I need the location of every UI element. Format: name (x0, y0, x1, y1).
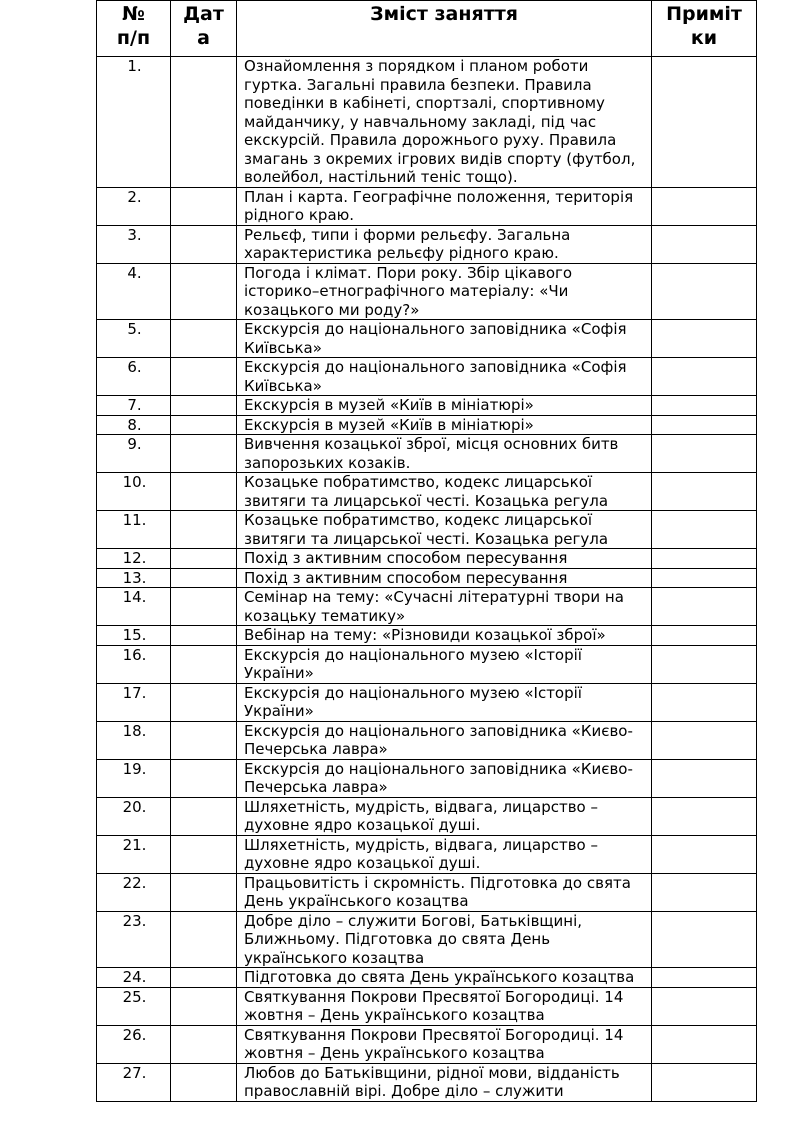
row-content: Похід з активним способом пересування (244, 568, 568, 587)
table-row (97, 473, 757, 511)
row-number-cell (97, 797, 171, 835)
table-row (97, 1025, 757, 1063)
row-content: Святкування Покрови Пресвятої Богородиці. 14 жовтня – День українського козацтва (244, 987, 624, 1024)
row-content: Святкування Покрови Пресвятої Богородиці. 14 жовтня – День українського козацтва (244, 1025, 624, 1062)
row-content: Підготовка до свята День українського козацтва (244, 968, 635, 986)
row-content-cell (237, 626, 652, 646)
table-row (97, 320, 757, 358)
row-date-cell (171, 1063, 237, 1101)
row-content: Екскурсія до національного заповідника «Києво-Печерська лавра» (244, 759, 633, 796)
row-content: Семінар на тему: «Сучасні літературні твори на козацьку тематику» (244, 588, 624, 625)
row-number-cell (97, 187, 171, 225)
header-notes-label: Приміт ки (666, 3, 742, 49)
table-row (97, 588, 757, 626)
row-content-cell (237, 1063, 652, 1101)
row-number: 8. (127, 415, 142, 434)
header-notes (652, 1, 757, 57)
row-content-cell (237, 588, 652, 626)
row-content-cell (237, 645, 652, 683)
row-content-cell (237, 987, 652, 1025)
row-number: 25. (122, 987, 147, 1006)
row-number: 17. (122, 683, 147, 702)
row-number: 12. (122, 549, 147, 567)
header-content-label: Зміст заняття (370, 3, 518, 25)
row-number-cell (97, 873, 171, 911)
row-number: 16. (122, 645, 147, 664)
row-number-cell (97, 396, 171, 416)
row-content: Рельєф, типи і форми рельєфу. Загальна характеристика рельєфу рідного краю. (244, 225, 571, 262)
table-row (97, 415, 757, 435)
row-date-cell (171, 683, 237, 721)
row-content-cell (237, 968, 652, 988)
row-content-cell (237, 549, 652, 569)
row-number-cell (97, 358, 171, 396)
row-notes-cell (652, 968, 757, 988)
row-content: Козацьке побратимство, кодекс лицарської звитяги та лицарської честі. Козацька регула (244, 473, 609, 510)
row-content-cell (237, 358, 652, 396)
row-notes-cell (652, 358, 757, 396)
row-number-cell (97, 968, 171, 988)
row-notes-cell (652, 1063, 757, 1101)
row-content-cell (237, 683, 652, 721)
header-date (171, 1, 237, 57)
row-number-cell (97, 568, 171, 588)
row-date-cell (171, 968, 237, 988)
row-number: 20. (122, 797, 147, 816)
header-date-label: Дат а (183, 3, 224, 49)
table-row (97, 835, 757, 873)
row-notes-cell (652, 1025, 757, 1063)
row-number-cell (97, 759, 171, 797)
row-notes-cell (652, 187, 757, 225)
row-date-cell (171, 645, 237, 683)
row-content-cell (237, 263, 652, 320)
row-notes-cell (652, 435, 757, 473)
row-content-cell (237, 57, 652, 188)
row-content-cell (237, 187, 652, 225)
row-content-cell (237, 835, 652, 873)
row-date-cell (171, 549, 237, 569)
row-date-cell (171, 511, 237, 549)
row-content: Екскурсія до національного заповідника «Софія Київська» (244, 358, 627, 395)
row-content-cell (237, 225, 652, 263)
table-row (97, 57, 757, 188)
row-notes-cell (652, 987, 757, 1025)
row-notes-cell (652, 721, 757, 759)
row-notes-cell (652, 263, 757, 320)
row-notes-cell (652, 57, 757, 188)
table-row (97, 759, 757, 797)
row-content: Ознайомлення з порядком і планом роботи гуртка. Загальні правила безпеки. Правила поведінки в кабінеті, спортзалі, спортивному майданчику, у навчальному закладі, під час екскурсій. Правила дорожнього руху. Правила змагань з окремих ігрових видів спорту (футбол, волейбол, настільний теніс тощо). (244, 57, 636, 186)
row-number-cell (97, 225, 171, 263)
row-number: 21. (122, 835, 147, 854)
row-number-cell (97, 435, 171, 473)
row-notes-cell (652, 588, 757, 626)
row-number: 24. (122, 968, 147, 986)
row-number: 5. (127, 320, 142, 338)
row-notes-cell (652, 473, 757, 511)
row-number: 7. (127, 396, 142, 414)
table-row (97, 187, 757, 225)
row-date-cell (171, 473, 237, 511)
row-notes-cell (652, 626, 757, 646)
row-number: 14. (122, 588, 147, 606)
row-date-cell (171, 1025, 237, 1063)
row-notes-cell (652, 415, 757, 435)
row-date-cell (171, 873, 237, 911)
row-date-cell (171, 57, 237, 188)
row-date-cell (171, 911, 237, 968)
row-date-cell (171, 415, 237, 435)
row-content-cell (237, 320, 652, 358)
row-content-cell (237, 396, 652, 416)
row-number: 10. (122, 473, 147, 491)
table-row (97, 549, 757, 569)
row-date-cell (171, 263, 237, 320)
row-date-cell (171, 358, 237, 396)
row-content-cell (237, 415, 652, 435)
row-content: План і карта. Географічне положення, територія рідного краю. (244, 187, 634, 224)
row-notes-cell (652, 873, 757, 911)
row-number: 13. (122, 568, 147, 587)
row-content-cell (237, 511, 652, 549)
row-date-cell (171, 759, 237, 797)
row-number: 9. (127, 435, 142, 453)
row-content-cell (237, 473, 652, 511)
row-number-cell (97, 645, 171, 683)
row-content: Добре діло – служити Богові, Батьківщині, Ближньому. Підготовка до свята День українського козацтва (244, 911, 583, 967)
table-row (97, 721, 757, 759)
row-number: 4. (127, 263, 142, 282)
row-content-cell (237, 911, 652, 968)
row-notes-cell (652, 511, 757, 549)
table-row (97, 873, 757, 911)
table-header-row (97, 1, 757, 57)
row-date-cell (171, 721, 237, 759)
row-number: 27. (122, 1063, 147, 1082)
row-notes-cell (652, 835, 757, 873)
table-row (97, 1063, 757, 1101)
row-content: Екскурсія в музей «Київ в мініатюрі» (244, 415, 534, 434)
row-content: Екскурсія до національного заповідника «Києво-Печерська лавра» (244, 721, 633, 758)
row-date-cell (171, 225, 237, 263)
row-notes-cell (652, 797, 757, 835)
row-number: 11. (122, 511, 147, 529)
row-number-cell (97, 835, 171, 873)
row-number-cell (97, 683, 171, 721)
row-date-cell (171, 835, 237, 873)
row-number-cell (97, 320, 171, 358)
row-date-cell (171, 187, 237, 225)
row-content: Екскурсія в музей «Київ в мініатюрі» (244, 396, 534, 414)
row-number: 18. (122, 721, 147, 740)
row-notes-cell (652, 645, 757, 683)
table-row (97, 968, 757, 988)
table-row (97, 396, 757, 416)
row-number: 3. (127, 225, 142, 244)
header-content (237, 1, 652, 57)
header-number (97, 1, 171, 57)
row-date-cell (171, 320, 237, 358)
row-notes-cell (652, 683, 757, 721)
row-content: Шляхетність, мудрість, відвага, лицарство – духовне ядро козацької душі. (244, 835, 598, 872)
row-number-cell (97, 263, 171, 320)
row-number: 19. (122, 759, 147, 778)
row-content: Вебінар на тему: «Різновиди козацької зброї» (244, 626, 606, 644)
row-date-cell (171, 987, 237, 1025)
row-notes-cell (652, 549, 757, 569)
row-content-cell (237, 435, 652, 473)
row-notes-cell (652, 759, 757, 797)
header-number-label: № п/п (116, 3, 151, 49)
table-row (97, 797, 757, 835)
row-date-cell (171, 588, 237, 626)
row-content: Екскурсія до національного музею «Історії України» (244, 645, 582, 682)
table-row (97, 263, 757, 320)
table-row (97, 511, 757, 549)
row-number-cell (97, 473, 171, 511)
row-date-cell (171, 568, 237, 588)
row-number-cell (97, 721, 171, 759)
table-row (97, 987, 757, 1025)
row-date-cell (171, 797, 237, 835)
row-number-cell (97, 987, 171, 1025)
table-row (97, 568, 757, 588)
row-notes-cell (652, 568, 757, 588)
row-date-cell (171, 435, 237, 473)
row-notes-cell (652, 320, 757, 358)
row-notes-cell (652, 396, 757, 416)
lesson-plan-table (96, 0, 757, 1102)
row-number: 26. (122, 1025, 147, 1044)
row-content: Вивчення козацької зброї, місця основних битв запорозьких козаків. (244, 435, 619, 472)
row-number: 15. (122, 626, 147, 644)
row-number-cell (97, 549, 171, 569)
lesson-plan-table-wrapper (96, 0, 756, 1102)
table-row (97, 626, 757, 646)
row-number-cell (97, 57, 171, 188)
row-content-cell (237, 1025, 652, 1063)
row-number: 6. (127, 358, 142, 376)
row-number-cell (97, 1063, 171, 1101)
row-number-cell (97, 626, 171, 646)
row-date-cell (171, 626, 237, 646)
row-content-cell (237, 759, 652, 797)
row-content: Екскурсія до національного заповідника «Софія Київська» (244, 320, 627, 357)
row-notes-cell (652, 225, 757, 263)
table-row (97, 645, 757, 683)
row-number-cell (97, 911, 171, 968)
row-content-cell (237, 721, 652, 759)
row-content: Шляхетність, мудрість, відвага, лицарство – духовне ядро козацької душі. (244, 797, 598, 834)
row-content-cell (237, 568, 652, 588)
row-number-cell (97, 511, 171, 549)
table-row (97, 225, 757, 263)
row-content-cell (237, 797, 652, 835)
table-row (97, 683, 757, 721)
row-notes-cell (652, 911, 757, 968)
table-row (97, 358, 757, 396)
table-row (97, 911, 757, 968)
row-number: 23. (122, 911, 147, 930)
table-row (97, 435, 757, 473)
row-number: 1. (127, 57, 142, 75)
row-content: Працьовитість і скромність. Підготовка до свята День українського козацтва (244, 873, 631, 910)
row-number-cell (97, 1025, 171, 1063)
row-content: Екскурсія до національного музею «Історії України» (244, 683, 582, 720)
row-number-cell (97, 588, 171, 626)
row-number: 22. (122, 873, 147, 892)
row-number-cell (97, 415, 171, 435)
row-number: 2. (127, 187, 142, 206)
table-body (97, 57, 757, 1102)
row-content: Похід з активним способом пересування (244, 549, 568, 567)
row-date-cell (171, 396, 237, 416)
row-content-cell (237, 873, 652, 911)
row-content: Погода і клімат. Пори року. Збір цікавого історико–етнографічного матеріалу: «Чи козацького ми роду?» (244, 263, 573, 319)
row-content: Козацьке побратимство, кодекс лицарської звитяги та лицарської честі. Козацька регула (244, 511, 609, 548)
row-content: Любов до Батьківщини, рідної мови, відданість православній вірі. Добре діло – служити (244, 1063, 620, 1100)
